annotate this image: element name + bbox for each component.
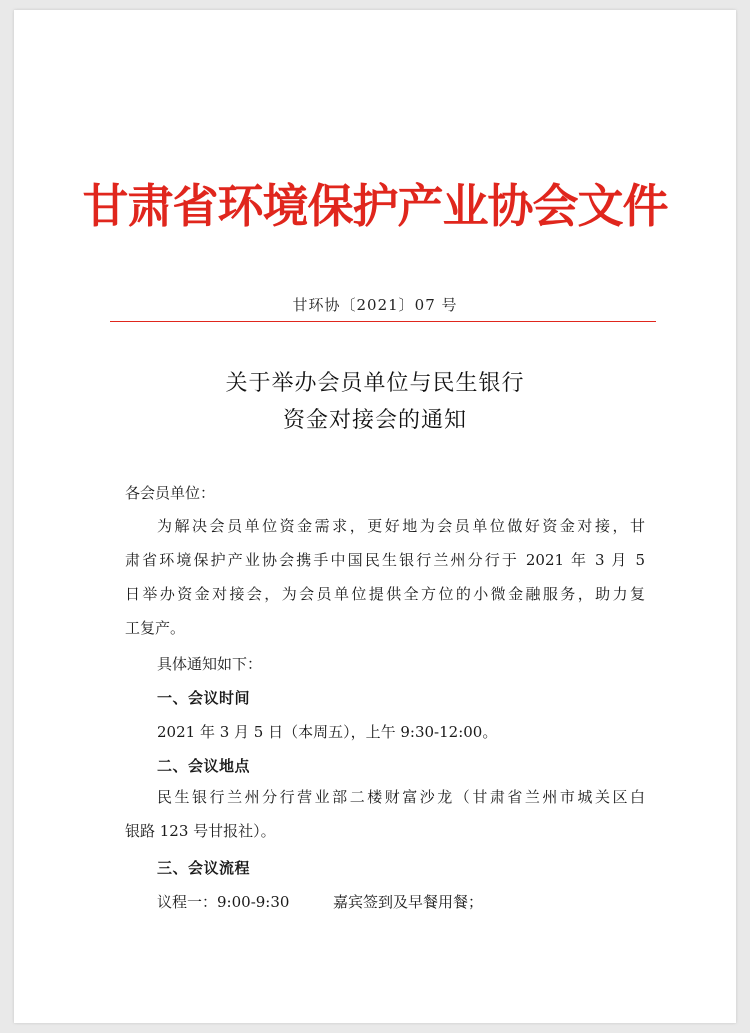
title-line-2: 资金对接会的通知 [282,408,467,433]
salutation: 各会员单位： [125,484,216,502]
intro-line-2: 肃省环境保护产业协会携手中国民生银行兰州分行于 2021 年 3 月 5 [125,551,645,569]
agenda-item-prefix: 议程一： [157,893,218,911]
intro-paragraph [125,509,645,645]
header-divider [110,321,656,322]
section-heading-agenda: 三、会议流程 [157,859,251,877]
meeting-place [125,780,645,848]
place-line-2: 银路 123 号甘报社）。 [125,822,276,840]
intro-line-3: 日举办资金对接会，为会员单位提供全方位的小微金融服务，助力复 [125,585,645,603]
section-heading-time: 一、会议时间 [157,689,251,707]
notice-lead: 具体通知如下： [157,655,263,673]
agenda-item [157,891,483,912]
title-line-1: 关于举办会员单位与民生银行 [225,371,525,396]
document-number: 甘环协〔2021〕07 号 [292,296,458,314]
agenda-item-text: 嘉宾签到及早餐用餐； [333,893,484,911]
intro-line-1: 为解决会员单位资金需求，更好地为会员单位做好资金对接，甘 [157,517,645,535]
intro-line-4: 工复产。 [125,619,186,637]
agenda-item-time: 9:00-9:30 [217,893,290,911]
meeting-time: 2021 年 3 月 5 日（本周五），上午 9:30-12:00。 [157,723,498,741]
organization-document-header: 甘肃省环境保护产业协会文件 [82,179,668,233]
section-heading-place: 二、会议地点 [157,757,251,775]
place-line-1: 民生银行兰州分行营业部二楼财富沙龙（甘肃省兰州市城关区白 [157,788,645,806]
document-page [14,10,736,1023]
